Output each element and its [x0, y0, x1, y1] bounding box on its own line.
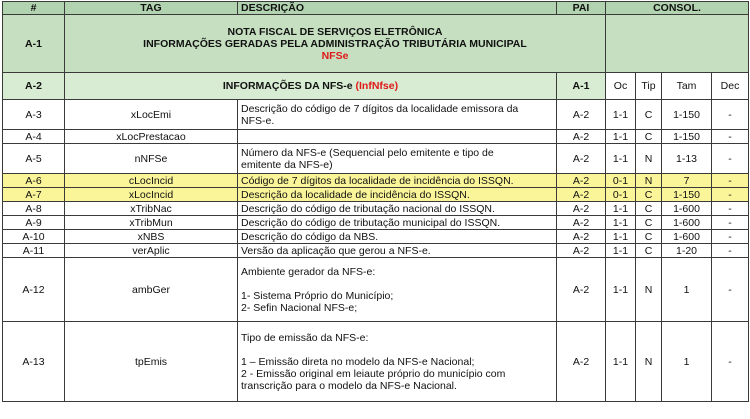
row-description — [238, 322, 557, 402]
row-oc: 1-1 — [606, 202, 636, 216]
row-id: A-5 — [3, 144, 65, 174]
row-oc: 1-1 — [606, 230, 636, 244]
row-dec: - — [712, 100, 749, 130]
row-description — [238, 174, 557, 188]
group-row — [3, 15, 749, 73]
group-title — [65, 15, 606, 73]
header-tag: TAG — [65, 2, 238, 15]
group-title-line2: INFORMAÇÕES GERADAS PELA ADMINISTRAÇÃO TRIBUTÁRIA MUNICIPAL — [143, 37, 527, 50]
row-tam: 1 — [662, 322, 712, 402]
row-pai: A-2 — [557, 244, 606, 258]
row-tip: N — [636, 322, 662, 402]
row-tag: xNBS — [65, 230, 238, 244]
row-oc: 1-1 — [606, 258, 636, 322]
table-row — [3, 174, 749, 188]
row-tip: N — [636, 174, 662, 188]
row-tag: xLocEmi — [65, 100, 238, 130]
table-row — [3, 130, 749, 144]
row-dec: - — [712, 322, 749, 402]
row-tip: N — [636, 258, 662, 322]
row-tam: 1-150 — [662, 130, 712, 144]
row-oc: 1-1 — [606, 216, 636, 230]
row-oc: 0-1 — [606, 188, 636, 202]
header-pai: PAI — [557, 2, 606, 15]
row-tag: xTribMun — [65, 216, 238, 230]
table-row — [3, 202, 749, 216]
row-tam: 1-600 — [662, 216, 712, 230]
section-col-oc: Oc — [606, 73, 636, 100]
header-row — [3, 2, 749, 15]
row-oc: 1-1 — [606, 244, 636, 258]
row-tag: xLocPrestacao — [65, 130, 238, 144]
row-description — [238, 216, 557, 230]
row-oc: 1-1 — [606, 144, 636, 174]
row-pai: A-2 — [557, 230, 606, 244]
row-tag: ambGer — [65, 258, 238, 322]
section-row — [3, 73, 749, 100]
row-tip: C — [636, 202, 662, 216]
section-title-text: INFORMAÇÕES DA NFS-e — [222, 80, 353, 92]
row-dec: - — [712, 144, 749, 174]
group-title-line3: NFSe — [321, 49, 349, 62]
row-dec: - — [712, 188, 749, 202]
row-tam: 1-150 — [662, 100, 712, 130]
row-tam: 7 — [662, 174, 712, 188]
row-tip: N — [636, 144, 662, 174]
table-row — [3, 100, 749, 130]
row-id: A-12 — [3, 258, 65, 322]
row-description — [238, 230, 557, 244]
row-description-line: Descrição do código da NBS. — [241, 230, 379, 243]
table-row — [3, 230, 749, 244]
row-tag: nNFSe — [65, 144, 238, 174]
row-tag: xTribNac — [65, 202, 238, 216]
section-col-dec: Dec — [712, 73, 749, 100]
section-title-tag: (InfNfse) — [355, 80, 399, 92]
row-tam: 1-150 — [662, 188, 712, 202]
row-tam: 1-20 — [662, 244, 712, 258]
section-pai: A-1 — [557, 73, 606, 100]
row-description — [238, 130, 557, 144]
row-tam: 1-600 — [662, 230, 712, 244]
row-id: A-11 — [3, 244, 65, 258]
header-consol: CONSOL. — [606, 2, 749, 15]
group-title-line1: NOTA FISCAL DE SERVIÇOS ELETRÔNICA — [227, 25, 443, 38]
row-pai: A-2 — [557, 100, 606, 130]
row-id: A-4 — [3, 130, 65, 144]
section-title — [65, 73, 557, 100]
row-id: A-8 — [3, 202, 65, 216]
row-pai: A-2 — [557, 216, 606, 230]
row-description-line: Código de 7 dígitos da localidade de incidência do ISSQN. — [241, 174, 514, 187]
row-pai: A-2 — [557, 144, 606, 174]
row-oc: 0-1 — [606, 174, 636, 188]
row-tam: 1 — [662, 258, 712, 322]
row-pai: A-2 — [557, 174, 606, 188]
row-description-line: 1 – Emissão direta no modelo da NFS-e Nacional; — [241, 355, 475, 368]
row-dec: - — [712, 230, 749, 244]
row-tip: C — [636, 188, 662, 202]
row-description — [238, 188, 557, 202]
row-tam: 1-600 — [662, 202, 712, 216]
row-description-line: Ambiente gerador da NFS-e: — [241, 265, 376, 278]
row-description-line: Descrição da localidade de incidência do ISSQN. — [241, 188, 470, 201]
row-description-line: 2- Sefin Nacional NFS-e; — [241, 301, 358, 314]
row-id: A-13 — [3, 322, 65, 402]
row-description — [238, 100, 557, 130]
row-id: A-6 — [3, 174, 65, 188]
row-description-line: emitente da NFS-e) — [241, 158, 333, 171]
row-tip: C — [636, 100, 662, 130]
row-description-line: Descrição do código de tributação nacional do ISSQN. — [241, 202, 495, 215]
row-tip: C — [636, 244, 662, 258]
row-tag: tpEmis — [65, 322, 238, 402]
row-oc: 1-1 — [606, 100, 636, 130]
row-description-line: Descrição do código de 7 dígitos da localidade emissora da — [241, 102, 519, 115]
nfse-spec-table — [2, 1, 749, 402]
group-consol-empty — [606, 15, 749, 73]
section-col-tam: Tam — [662, 73, 712, 100]
row-oc: 1-1 — [606, 130, 636, 144]
row-pai: A-2 — [557, 130, 606, 144]
row-pai: A-2 — [557, 202, 606, 216]
row-id: A-10 — [3, 230, 65, 244]
row-description-line: Versão da aplicação que gerou a NFS-e. — [241, 244, 431, 257]
row-description — [238, 144, 557, 174]
row-dec: - — [712, 202, 749, 216]
row-id: A-9 — [3, 216, 65, 230]
row-description-line: Tipo de emissão da NFS-e: — [241, 331, 369, 344]
row-dec: - — [712, 216, 749, 230]
row-description-line — [241, 344, 553, 356]
row-id: A-3 — [3, 100, 65, 130]
row-description-line: NFS-e. — [241, 114, 275, 127]
row-description-line — [241, 278, 553, 290]
row-description-line: transcrição para o modelo da NFS-e Nacional. — [241, 379, 457, 392]
section-id: A-2 — [3, 73, 65, 100]
table-row — [3, 216, 749, 230]
row-description-line: Número da NFS-e (Sequencial pelo emitente e tipo de — [241, 146, 494, 159]
table-row — [3, 244, 749, 258]
row-dec: - — [712, 258, 749, 322]
row-tip: C — [636, 130, 662, 144]
row-description — [238, 202, 557, 216]
section-col-tip: Tip — [636, 73, 662, 100]
row-dec: - — [712, 130, 749, 144]
header-num: # — [3, 2, 65, 15]
table-row — [3, 144, 749, 174]
row-pai: A-2 — [557, 322, 606, 402]
table-row — [3, 322, 749, 402]
row-dec: - — [712, 174, 749, 188]
table-body — [3, 2, 749, 402]
row-description-line: 2 - Emissão original em leiaute próprio do município com — [241, 367, 506, 380]
table-row — [3, 188, 749, 202]
row-dec: - — [712, 244, 749, 258]
row-tip: C — [636, 216, 662, 230]
row-tag: xLocIncid — [65, 188, 238, 202]
row-tip: C — [636, 230, 662, 244]
row-tag: verAplic — [65, 244, 238, 258]
header-desc: DESCRIÇÃO — [238, 2, 557, 15]
row-description — [238, 258, 557, 322]
table-row — [3, 258, 749, 322]
row-description — [238, 244, 557, 258]
row-pai: A-2 — [557, 258, 606, 322]
row-tag: cLocIncid — [65, 174, 238, 188]
row-description-line: 1- Sistema Próprio do Município; — [241, 289, 394, 302]
group-id: A-1 — [3, 15, 65, 73]
row-description-line: Descrição do código de tributação municipal do ISSQN. — [241, 216, 501, 229]
row-oc: 1-1 — [606, 322, 636, 402]
row-description-line — [241, 131, 553, 143]
row-id: A-7 — [3, 188, 65, 202]
row-pai: A-2 — [557, 188, 606, 202]
row-tam: 1-13 — [662, 144, 712, 174]
